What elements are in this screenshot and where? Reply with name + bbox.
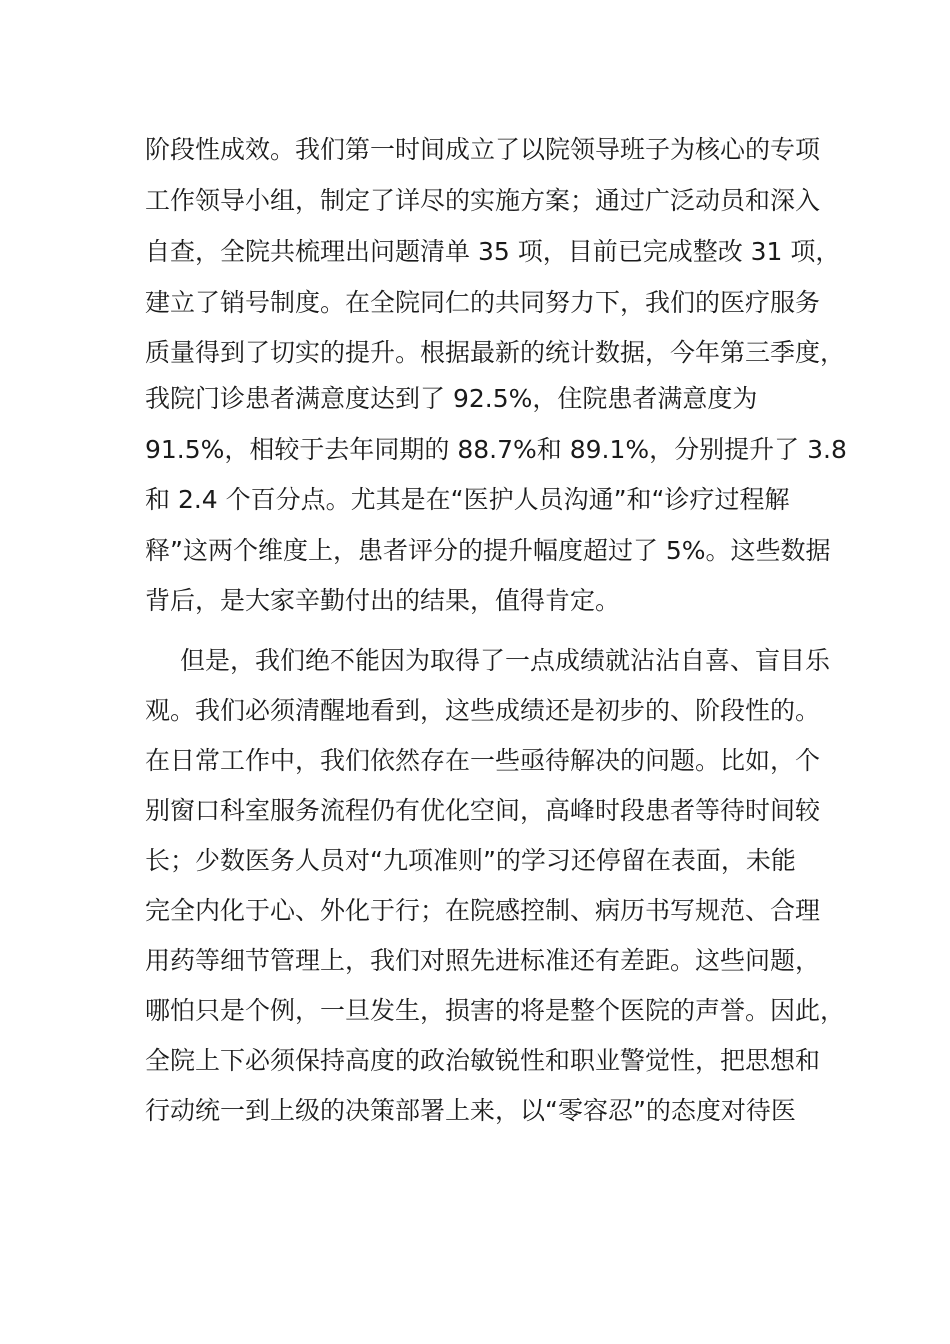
- paragraph-2-line-2: 观。我们必须清醒地看到，这些成绩还是初步的、阶段性的。: [145, 696, 821, 725]
- paragraph-2-line-5: 长；少数医务人员对“九项准则”的学习还停留在表面，未能: [145, 846, 796, 875]
- paragraph-1-line-8: 和 2.4 个百分点。尤其是在“医护人员沟通”和“诊疗过程解: [145, 485, 790, 514]
- paragraph-2-line-10: 行动统一到上级的决策部署上来，以“零容忍”的态度对待医: [145, 1096, 796, 1125]
- paragraph-2-line-9: 全院上下必须保持高度的政治敏锐性和职业警觉性，把思想和: [145, 1046, 821, 1075]
- paragraph-1-line-3: 自查，全院共梳理出问题清单 35 项，目前已完成整改 31 项，: [145, 237, 841, 266]
- paragraph-2-line-1: 但是，我们绝不能因为取得了一点成绩就沾沾自喜、盲目乐: [180, 646, 831, 675]
- paragraph-2-line-6: 完全内化于心、外化于行；在院感控制、病历书写规范、合理: [145, 896, 821, 925]
- paragraph-2-line-4: 别窗口科室服务流程仍有优化空间，高峰时段患者等待时间较: [145, 796, 821, 825]
- paragraph-1-line-10: 背后，是大家辛勤付出的结果，值得肯定。: [145, 586, 621, 615]
- paragraph-1-line-6: 我院门诊患者满意度达到了 92.5%，住院患者满意度为: [145, 384, 758, 413]
- paragraph-1-line-1: 阶段性成效。我们第一时间成立了以院领导班子为核心的专项: [145, 135, 821, 164]
- paragraph-1-line-4: 建立了销号制度。在全院同仁的共同努力下，我们的医疗服务: [145, 288, 821, 317]
- paragraph-1-line-7: 91.5%，相较于去年同期的 88.7%和 89.1%，分别提升了 3.8: [145, 435, 847, 464]
- paragraph-1-line-9: 释”这两个维度上，患者评分的提升幅度超过了 5%。这些数据: [145, 536, 831, 565]
- paragraph-2-line-8: 哪怕只是个例，一旦发生，损害的将是整个医院的声誉。因此，: [145, 996, 846, 1025]
- paragraph-2-line-7: 用药等细节管理上，我们对照先进标准还有差距。这些问题，: [145, 946, 821, 975]
- paragraph-1-line-5: 质量得到了切实的提升。根据最新的统计数据，今年第三季度，: [145, 338, 846, 367]
- paragraph-2-line-3: 在日常工作中，我们依然存在一些亟待解决的问题。比如，个: [145, 746, 821, 775]
- paragraph-1-line-2: 工作领导小组，制定了详尽的实施方案；通过广泛动员和深入: [145, 186, 821, 215]
